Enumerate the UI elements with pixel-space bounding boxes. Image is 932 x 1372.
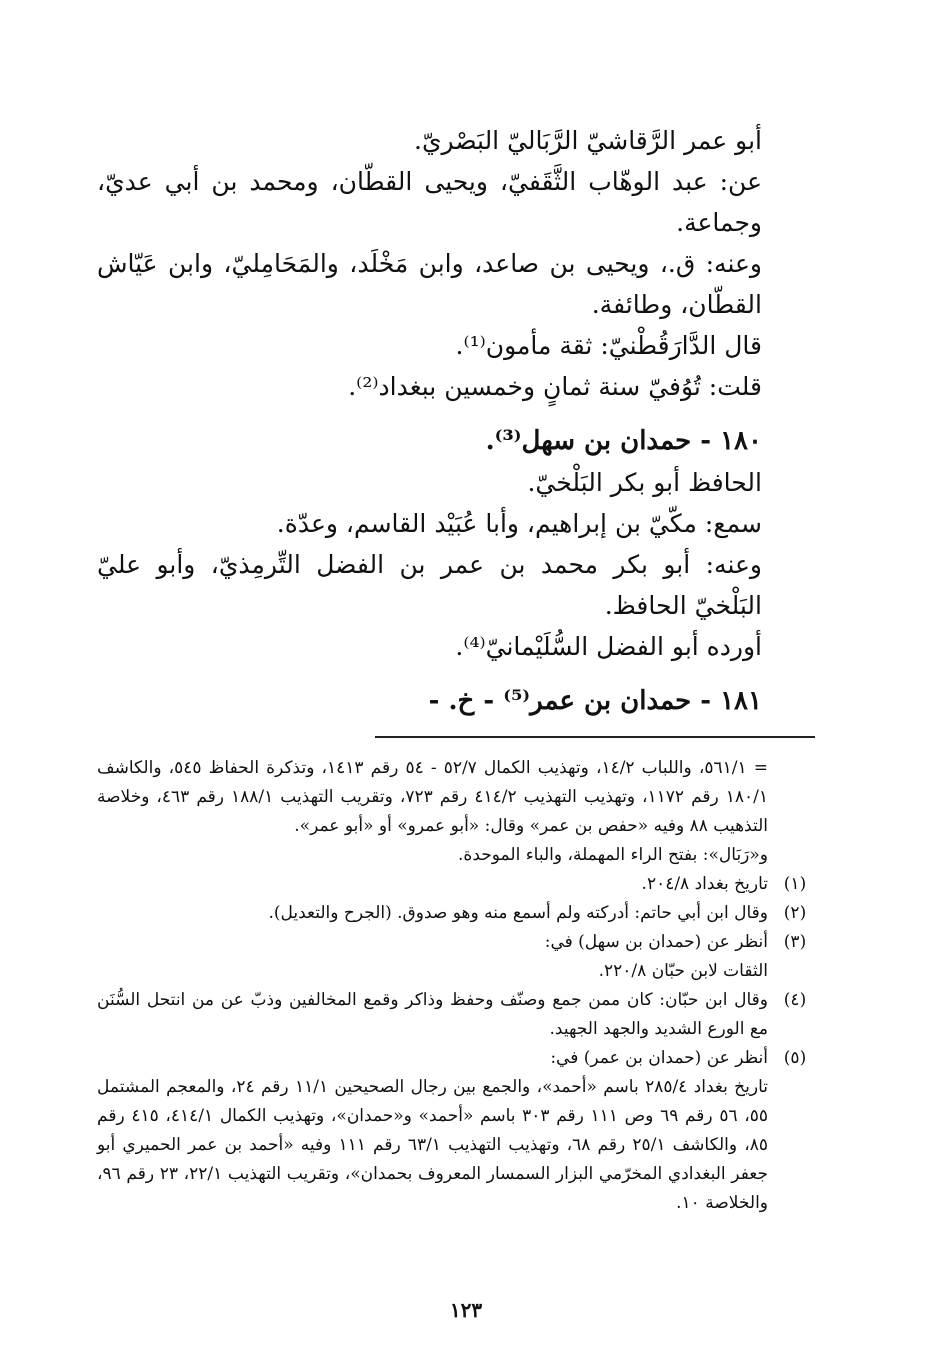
footnote-continuation-text: = ٥٦١/١، واللباب ١٤/٢، وتهذيب الكمال ٥٢/٧ - ٥٤ رقم ١٤١٣، وتذكرة الحفاظ ٥٤٥، والكاشف ١٨٠/١ رقم ١١٧٢، وتهذيب التهذيب ٤١٤/٢ رقم ٧٢٣، وتقريب التهذيب ١٨٨/١ رقم ٤٦٣، وخلاصة التذهيب ٨٨ وفيه «حفص بن عمر» وقال: «أبو عمرو» أو «أبو عمر». <box>97 758 768 836</box>
footnote-ribal-text: و«رَبَال»: بفتح الراء المهملة، والباء الموحدة. <box>458 845 768 865</box>
entry-180-heading: ١٨٠ - حمدان بن سهل⁽³⁾. <box>485 426 762 456</box>
daraqutni-quote: قال الدَّارَقُطْنيّ: ثقة مأمون⁽¹⁾. <box>455 331 762 360</box>
footnote-number: (٣) <box>783 932 807 952</box>
entry-180-kunya: الحافظ أبو بكر البَلْخيّ. <box>527 468 762 497</box>
footnote-text: تاريخ بغداد ٢٠٤/٨. <box>641 874 768 894</box>
teachers-line: عن: عبد الوهّاب الثَّقَفيّ، ويحيى القطّان، ومحمد بن أبي عديّ، وجماعة. <box>97 167 762 237</box>
footnote-text: وقال ابن أبي حاتم: أدركته ولم أسمع منه وهو صدوق. (الجرح والتعديل). <box>268 903 768 923</box>
footnote-4 <box>97 986 812 1044</box>
death-note: قلت: تُوُفيّ سنة ثمانٍ وخمسين ببغداد⁽²⁾. <box>348 372 762 401</box>
nisba-line: أبو عمر الرَّقاشيّ الرَّبَاليّ البَصْريّ. <box>414 126 762 155</box>
entry-181-heading: ١٨١ - حمدان بن عمر⁽⁵⁾ - خ. - <box>428 686 762 716</box>
students-line: وعنه: ق.، ويحيى بن صاعد، وابن مَخْلَد، والمَحَامِليّ، وابن عَيّاش القطّان، وطائفة. <box>97 249 762 319</box>
footnote-3 <box>97 928 812 986</box>
footnote-continuation <box>97 754 812 841</box>
entry-180-students: وعنه: أبو بكر محمد بن عمر بن الفضل التِّرمِذيّ، وأبو عليّ البَلْخيّ الحافظ. <box>97 550 762 620</box>
footnote-text: وقال ابن حبّان: كان ممن جمع وصنّف وحفظ وذاكر وقمع المخالفين وذبّ عن من انتحل السُّنَن مع الورع الشديد والجهد الجهيد. <box>97 990 768 1039</box>
entry-180-heard: سمع: مكّيّ بن إبراهيم، وأبا عُبَيْد القاسم، وعدّة. <box>276 509 762 538</box>
footnote-number: (٥) <box>783 1048 807 1068</box>
footnote-divider <box>375 736 815 738</box>
footnotes <box>97 754 812 1218</box>
footnote-number: (١) <box>783 874 807 894</box>
footnote-text: أنظر عن (حمدان بن سهل) في: <box>544 932 768 952</box>
entry-180-cited: أورده أبو الفضل السُّلَيْمانيّ⁽⁴⁾. <box>455 632 762 661</box>
footnote-2 <box>97 899 812 928</box>
footnote-number: (٤) <box>783 990 807 1010</box>
footnote-ribal <box>97 841 812 870</box>
footnote-subtext: الثقات لابن حبّان ٢٢٠/٨. <box>598 961 768 981</box>
main-text <box>97 120 812 722</box>
page-number: ١٢٣ <box>449 1298 483 1322</box>
footnote-1 <box>97 870 812 899</box>
footnote-subtext: تاريخ بغداد ٢٨٥/٤ باسم «أحمد»، والجمع بين رجال الصحيحين ١١/١ رقم ٢٤، والمعجم المشتمل ٥٥، ٥٦ رقم ٦٩ وص ١١١ رقم ٣٠٣ باسم «أحمد» و«حمدان»، وتهذيب الكمال ٤١٤/١، ٤١٥ رقم ٨٥، والكاشف ٢٥/١ رقم ٦٨، وتهذيب التهذيب ٦٣/١ رقم ١١١ وفيه «أحمد بن عمر الحميري أبو جعفر البغدادي المخرّمي البزار السمسار المعروف بحمدان»، وتقريب التهذيب ٢٢/١، ٢٣ رقم ٩٦، والخلاصة ١٠. <box>97 1077 768 1213</box>
footnote-number: (٢) <box>783 903 807 923</box>
footnote-text: أنظر عن (حمدان بن عمر) في: <box>550 1048 768 1068</box>
footnote-5 <box>97 1044 812 1218</box>
